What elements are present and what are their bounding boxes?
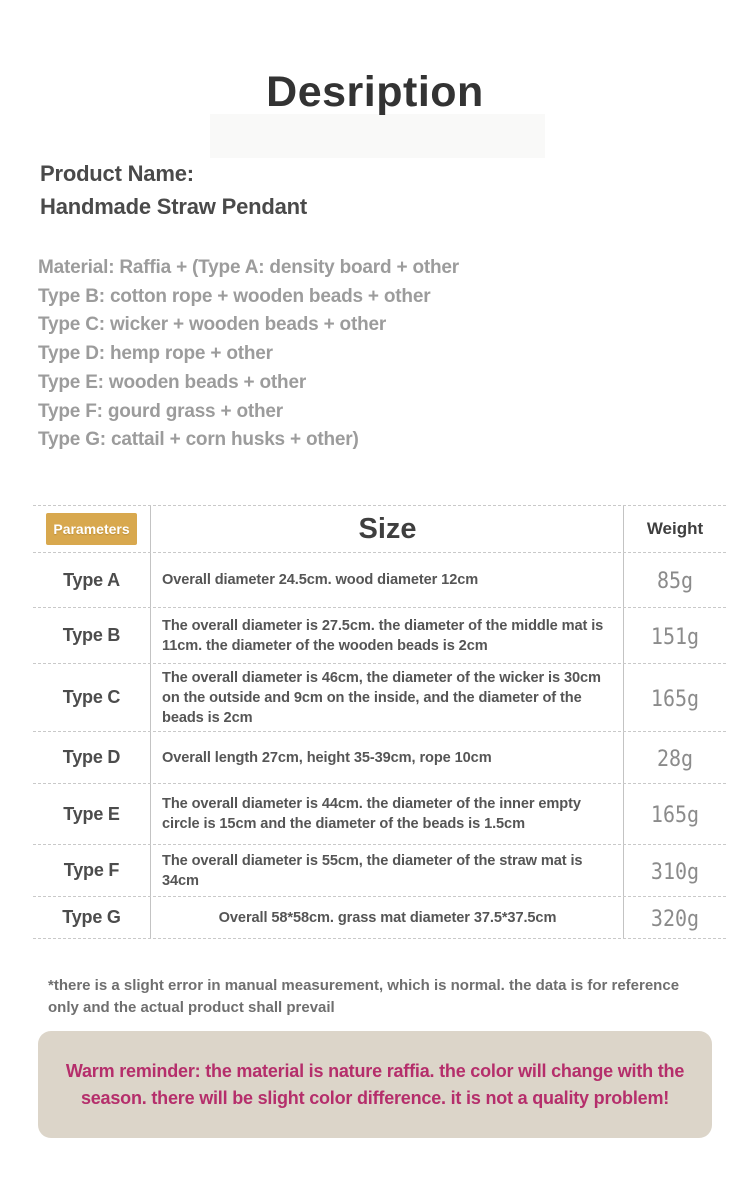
size-value: Overall diameter 24.5cm. wood diameter 12cm [162,572,479,588]
weight-value: 151g [650,622,700,649]
type-cell [33,608,150,663]
weight-cell [624,608,726,663]
type-cell [33,664,150,731]
table-row [33,845,726,897]
type-cell [33,784,150,844]
table-header-size-cell [150,506,624,552]
size-value: Overall length 27cm, height 35-39cm, rope 10cm [162,749,492,766]
table-row [33,608,726,664]
weight-cell [624,664,726,731]
table-header-row [33,506,726,553]
size-value: The overall diameter is 55cm, the diameter of the straw mat is 34cm [162,852,583,889]
weight-value: 310g [650,857,700,884]
size-cell [150,553,624,607]
warm-reminder-box [38,1031,712,1138]
table-header-parameters-cell [33,506,150,552]
product-name-block [40,157,700,223]
product-name-label: Product Name: [40,161,194,186]
weight-cell [624,732,726,783]
size-cell [150,784,624,844]
parameters-badge: Parameters [46,513,136,545]
size-cell [150,732,624,783]
type-label: Type A [63,569,120,590]
table-row [33,553,726,608]
weight-value: 320g [650,904,700,931]
weight-value: 165g [650,684,700,711]
type-cell [33,845,150,896]
type-label: Type C [62,687,121,707]
material-line: Type B: cotton rope + wooden beads + other [38,285,431,307]
type-label: Type F [63,860,120,880]
product-name-value: Handmade Straw Pendant [40,194,307,219]
material-line: Type G: cattail + corn husks + other) [38,429,359,451]
type-label: Type D [62,747,121,767]
size-weight-table [33,505,726,939]
weight-cell [624,845,726,896]
type-label: Type E [63,803,120,824]
weight-cell [624,553,726,607]
weight-value: 85g [656,566,694,594]
table-header-weight-cell [624,506,726,552]
material-line: Type C: wicker + wooden beads + other [38,314,387,336]
weight-cell [624,784,726,844]
title-background-box [210,114,545,158]
type-cell [33,553,150,607]
measurement-disclaimer: *there is a slight error in manual measurement, which is normal. the data is for reference only and the actual product shall prevail [48,977,680,1016]
size-value: The overall diameter is 44cm. the diameter of the inner empty circle is 15cm and the diameter of the beads is 1.5cm [162,796,581,832]
material-list [38,254,718,455]
type-cell [33,897,150,938]
size-value: The overall diameter is 46cm, the diameter of the wicker is 30cm on the outside and 9cm on the inside, and the diameter of the beads is 2cm [162,669,601,726]
material-line: Type F: gourd grass + other [38,400,283,422]
weight-value: 28g [656,744,694,771]
size-cell [150,897,624,938]
page-title: Desription [266,68,484,116]
size-cell [150,664,624,731]
size-column-header: Size [358,512,417,545]
table-row [33,664,726,732]
table-row [33,732,726,784]
size-cell [150,608,624,663]
weight-cell [624,897,726,938]
weight-column-header: Weight [646,519,704,538]
type-cell [33,732,150,783]
table-row [33,784,726,845]
material-line: Type D: hemp rope + other [38,343,273,365]
type-label: Type G [62,907,121,927]
size-value: Overall 58*58cm. grass mat diameter 37.5*37.5cm [218,909,557,926]
warm-reminder-text: Warm reminder: the material is nature raffia. the color will change with the season. there will be slight color difference. it is not a quality problem! [65,1060,685,1108]
material-line: Material: Raffia + (Type A: density board + other [38,257,459,278]
type-label: Type B [62,625,121,645]
size-cell [150,845,624,896]
table-row [33,897,726,939]
size-value: The overall diameter is 27.5cm. the diameter of the middle mat is 11cm. the diameter of the wooden beads is 2cm [162,617,604,654]
weight-value: 165g [650,800,700,828]
material-line: Type E: wooden beads + other [38,371,307,393]
